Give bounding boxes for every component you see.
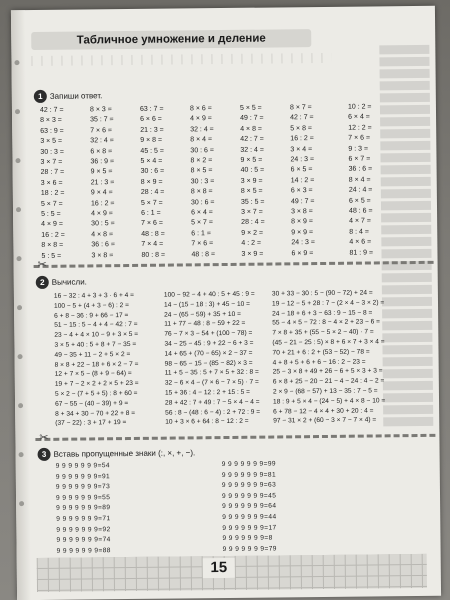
- task-1-item: 6 × 3 =: [290, 187, 313, 195]
- task-1-item: 3 × 9 =: [240, 177, 263, 185]
- task-2-expression: 32 − 6 × 4 − (7 × 6 − 7 × 5) · 7 =: [164, 378, 259, 387]
- task-2-expression: 6 + 78 − 12 − 4 × 4 + 30 + 20 : 4 =: [273, 407, 374, 416]
- task-3-equation: 9 9 9 9 9 9 9=64: [222, 502, 277, 511]
- task-2-expression: 98 − 65 − 15 − (85 − 82) × 3 =: [164, 359, 253, 368]
- task-1-item: 8 × 4 =: [348, 176, 371, 184]
- task-1-item: 8 × 8 =: [41, 241, 64, 250]
- task-2-expression: 67 − 55 − (40 − 39) + 9 =: [55, 399, 129, 408]
- task-1-column: [40, 106, 65, 262]
- task-1-item: 49 : 7 =: [290, 197, 315, 205]
- task-1-item: 8 × 6 =: [189, 105, 212, 113]
- task-1-item: 30 : 6 =: [140, 168, 165, 176]
- task-1-title: Запиши ответ.: [49, 91, 103, 101]
- task-1-item: 5 × 7 =: [40, 200, 63, 208]
- task-1-item: 36 : 6 =: [348, 165, 373, 174]
- task-1-item: 24 : 3 =: [290, 156, 315, 164]
- task-1-item: 7 × 6 =: [141, 220, 163, 228]
- task-1-item: 63 : 7 =: [139, 105, 164, 113]
- task-1-item: 9 × 5 =: [90, 168, 113, 176]
- scissors-icon: ✂: [39, 431, 49, 444]
- task-2-expression: 100 − 5 + (4 + 3 − 6) : 2 =: [53, 301, 130, 310]
- task-1-item: 16 : 2 =: [290, 135, 314, 143]
- task-3-equation: 9 9 9 9 9 9 9=91: [55, 472, 111, 481]
- task-1-column: [348, 102, 373, 258]
- scissors-icon: ✂: [37, 258, 47, 271]
- task-3-equation: 9 9 9 9 9 9 9=44: [222, 513, 277, 522]
- task-1-item: 3 × 5 =: [40, 137, 63, 146]
- task-1-item: 9 × 9 =: [291, 228, 314, 237]
- task-1-item: 9 × 4 =: [90, 189, 113, 197]
- task-1-item: 8 × 9 =: [291, 218, 313, 226]
- task-1-item: 3 × 8 =: [291, 208, 313, 216]
- task-3-equation: 9 9 9 9 9 9 9=63: [221, 481, 277, 490]
- task-2-expression: 15 + 36 : 4 − 12 : 2 + 15 : 5 =: [164, 388, 251, 397]
- task-1-item: 4 × 8 =: [240, 125, 263, 133]
- task-1-item: 6 × 8 =: [90, 147, 113, 156]
- task-1-item: 16 : 2 =: [90, 199, 115, 208]
- task-2-expression: 76 − 7 × 3 − 54 + (100 − 78) =: [164, 329, 253, 338]
- task-1-item: 30 : 6 =: [190, 198, 215, 207]
- task-2-expression: 30 + 33 − 30 : 5 − (90 − 72) + 24 =: [271, 289, 373, 298]
- task-1-item: 9 : 3 =: [348, 145, 369, 153]
- task-2-expression: 16 − 32 : 4 + 3 + 3 · 6 + 4 =: [53, 291, 135, 300]
- task-1-badge: 1: [34, 90, 47, 103]
- task-2-expression: 34 − 25 − 45 : 9 + 22 − 6 + 3 =: [164, 339, 254, 348]
- task-2-expression: 4 + 8 + 5 + 6 + 6 − 16 : 2 − 23 =: [272, 358, 366, 367]
- cut-line-1: [34, 261, 434, 268]
- task-2-column: [54, 291, 139, 429]
- task-2-column: [272, 288, 386, 426]
- task-3-title: Вставь пропущенные знаки (:, ×, +, −).: [53, 448, 196, 459]
- task-1-item: 8 × 8 =: [190, 188, 213, 196]
- task-1-item: 3 × 4 =: [290, 145, 313, 153]
- task-1-item: 80 : 8 =: [141, 251, 166, 259]
- task-2-expression: 11 + 77 − 48 : 8 − 59 + 22 =: [164, 320, 246, 329]
- task-1-item: 6 × 6 =: [140, 116, 162, 124]
- task-2-expression: (37 − 22) : 3 + 17 + 19 =: [55, 419, 127, 428]
- task-3-equation: 9 9 9 9 9 9 9=71: [56, 515, 111, 523]
- task-1-item: 35 : 5 =: [240, 198, 265, 206]
- cut-line-2: [35, 434, 435, 441]
- task-1-item: 8 : 4 =: [349, 228, 369, 236]
- task-1-item: 7 × 4 =: [141, 240, 164, 249]
- task-1-item: 4 × 8 =: [91, 231, 114, 239]
- task-1-item: 4 × 7 =: [349, 217, 371, 226]
- task-1-item: 5 × 8 =: [290, 124, 313, 133]
- task-1-item: 36 : 6 =: [91, 241, 115, 249]
- task-2-expression: 97 − 31 × 2 + (60 − 3 × 7 − 7 × 4) =: [273, 416, 377, 425]
- task-2-expression: 70 + 21 + 6 : 2 + (53 − 52) − 78 =: [272, 348, 370, 357]
- task-3-equation: 9 9 9 9 9 9 9=45: [221, 492, 277, 500]
- task-1-item: 6 × 7 =: [348, 155, 371, 163]
- task-1-column: [240, 104, 265, 260]
- task-1-item: 6 × 5 =: [348, 197, 371, 205]
- task-1-item: 18 : 2 =: [40, 189, 65, 198]
- task-1-item: 8 × 4 =: [190, 136, 213, 144]
- task-1-item: 21 : 3 =: [140, 126, 164, 134]
- task-1-item: 4 × 6 =: [349, 238, 372, 246]
- task-2-expression: 2 × 9 − (68 − 57) + 13 − 35 : 7 − 5 =: [272, 387, 378, 396]
- task-2-expression: 51 − 15 : 5 − 4 + 4 − 42 : 7 =: [54, 321, 138, 330]
- task-2-expression: 23 − 4 + 4 × 10 − 9 + 3 × 5 =: [54, 331, 139, 339]
- task-1-item: 28 : 4 =: [140, 188, 165, 197]
- task-1-item: 3 × 7 =: [40, 158, 63, 166]
- task-1-item: 6 × 9 =: [291, 249, 314, 257]
- task-2-expression: 6 + 8 − 36 : 9 + 66 − 17 =: [54, 311, 129, 320]
- task-1-item: 42 : 7 =: [290, 114, 314, 122]
- task-1-item: 4 : 2 =: [241, 239, 262, 248]
- task-2-expression: 55 − 4 × 5 − 72 : 8 − 4 × 2 + 23 − 6 =: [272, 318, 381, 327]
- task-1-item: 32 : 4 =: [90, 137, 114, 145]
- task-2-expression: 12 + 7 × 5 − (8 + 9 − 64) =: [54, 370, 132, 379]
- task-1-column: [90, 105, 115, 261]
- task-1-item: 63 : 9 =: [40, 127, 64, 135]
- task-1-item: 32 : 4 =: [240, 146, 264, 154]
- task-1-item: 49 : 7 =: [240, 115, 264, 123]
- task-2-expression: 8 × 8 + 22 − 18 + 6 × 2 − 7 =: [54, 360, 139, 369]
- task-1-item: 30 : 5 =: [91, 220, 115, 228]
- task-1-item: 36 : 9 =: [90, 158, 115, 166]
- task-1-item: 48 : 6 =: [349, 207, 373, 215]
- task-1-item: 35 : 7 =: [90, 116, 114, 124]
- page-title: Табличное умножение и деление: [31, 29, 311, 50]
- task-1-item: 8 × 5 =: [240, 187, 263, 196]
- task-2-expression: 18 : 9 + 5 × 4 − (24 − 5) + 4 × 8 − 10 =: [273, 397, 386, 406]
- task-2-expression: 56 : 8 − (48 : 6 − 4) : 2 + 72 : 9 =: [165, 408, 261, 417]
- task-1-item: 30 : 3 =: [40, 148, 64, 156]
- task-1-item: 48 : 8 =: [141, 230, 165, 238]
- page-number: 15: [203, 558, 235, 578]
- task-1-item: 8 × 3 =: [40, 117, 62, 125]
- task-3-badge: 3: [38, 448, 51, 461]
- task-2-expression: 19 + 7 − 2 × 2 + 2 × 5 + 23 =: [54, 380, 139, 388]
- task-2-expression: 3 × 5 + 40 : 5 + 8 + 7 − 35 =: [54, 340, 137, 349]
- task-1-item: 48 : 8 =: [191, 250, 216, 259]
- task-1-item: 16 : 2 =: [41, 231, 65, 239]
- task-1-item: 12 : 2 =: [348, 124, 372, 132]
- task-1-item: 4 × 9 =: [190, 115, 212, 123]
- workbook-page: [11, 6, 441, 600]
- task-1-item: 42 : 7 =: [240, 135, 264, 144]
- task-1-item: 40 : 5 =: [240, 167, 265, 175]
- task-3-equation: 9 9 9 9 9 9 9=17: [222, 524, 277, 532]
- task-1-item: 5 : 5 =: [41, 210, 61, 218]
- task-3-equation: 9 9 9 9 9 9 9=88: [56, 546, 111, 555]
- task-2-expression: 5 × 2 − (7 + 5 + 5) : 8 + 60 =: [54, 389, 138, 398]
- task-1-item: 7 × 6 =: [191, 240, 214, 248]
- task-1-item: 6 : 1 =: [191, 230, 211, 238]
- show-through-text: [379, 42, 440, 513]
- task-2-expression: 14 + 65 + (70 − 65) × 2 − 37 =: [164, 349, 253, 358]
- task-3-equation: 9 9 9 9 9 9 9=92: [56, 525, 111, 534]
- task-1-item: 5 : 5 =: [41, 252, 62, 260]
- task-1-item: 5 × 5 =: [239, 104, 262, 112]
- task-3-equation: 9 9 9 9 9 9 9=8: [222, 534, 273, 543]
- task-3-equation: 9 9 9 9 9 9 9=79: [222, 545, 277, 553]
- task-1-item: 3 × 9 =: [241, 250, 264, 258]
- task-1-item: 45 : 5 =: [140, 147, 164, 155]
- task-2-expression: 19 − 12 − 5 + 28 : 7 − (2 × 4 − 3 × 2) =: [271, 299, 385, 308]
- task-1-item: 24 : 3 =: [291, 239, 315, 247]
- task-2-expression: 24 − (65 − 59) + 35 + 10 =: [164, 310, 241, 319]
- task-1-item: 6 × 4 =: [191, 209, 213, 217]
- task-2-expression: 49 − 35 + 11 − 2 + 5 × 2 =: [54, 350, 131, 359]
- task-2-expression: 100 − 92 − 4 + 40 : 5 + 45 : 9 =: [163, 290, 255, 299]
- task-3-equation: 9 9 9 9 9 9 9=73: [55, 483, 111, 491]
- task-1-item: 8 × 3 =: [89, 106, 112, 114]
- task-2-expression: 25 − 3 × 8 + 49 + 26 − 6 + 5 × 3 + 3 =: [272, 367, 383, 376]
- task-1-item: 30 : 6 =: [190, 146, 214, 154]
- task-1-item: 10 : 2 =: [347, 103, 372, 111]
- task-1-item: 4 × 9 =: [91, 210, 113, 218]
- task-3-equation: 9 9 9 9 9 9 9=81: [221, 471, 277, 479]
- task-1-item: 6 × 4 =: [348, 113, 370, 122]
- task-1-item: 30 : 3 =: [190, 177, 215, 186]
- task-2-title: Вычисли.: [51, 277, 87, 287]
- task-2-badge: 2: [36, 276, 49, 289]
- task-1-column: [290, 103, 315, 259]
- task-1-item: 9 × 8 =: [140, 136, 163, 145]
- task-1-item: 5 × 7 =: [140, 199, 163, 207]
- task-2-expression: 24 − 18 + 6 + 3 − 63 : 9 − 15 − 8 =: [272, 309, 373, 318]
- task-1-column: [140, 105, 165, 261]
- task-2-column: [164, 290, 260, 428]
- task-3-equation: 9 9 9 9 9 9 9=89: [56, 504, 111, 513]
- task-2-expression: 8 + 34 + 30 − 70 + 22 + 8 =: [55, 409, 136, 418]
- task-3-equation: 9 9 9 9 9 9 9=74: [56, 536, 111, 544]
- task-2-expression: 6 × 8 + 25 − 20 − 21 − 4 − 24 : 4 − 2 =: [272, 377, 385, 386]
- task-1-item: 7 × 6 =: [90, 126, 113, 135]
- task-2-expression: 11 + 5 − 35 : 5 + 7 × 5 + 32 : 8 =: [164, 369, 259, 378]
- task-1-item: 14 : 2 =: [290, 176, 315, 185]
- task-1-item: 8 × 9 =: [140, 178, 163, 186]
- task-1-item: 7 × 6 =: [348, 134, 371, 142]
- task-3-equation: 9 9 9 9 9 9 9=99: [221, 460, 276, 469]
- task-1-item: 32 : 4 =: [190, 125, 214, 134]
- task-1-item: 28 : 7 =: [40, 169, 65, 177]
- task-1-item: 6 : 1 =: [141, 209, 161, 217]
- task-1-item: 42 : 7 =: [39, 106, 64, 114]
- header-grid-strip: [31, 53, 331, 66]
- task-1-item: 3 × 6 =: [40, 179, 63, 187]
- task-3-equation: 9 9 9 9 9 9 9=54: [55, 462, 110, 470]
- task-1-item: 3 × 8 =: [91, 251, 114, 260]
- task-2-expression: 28 + 42 : 7 + 49 : 7 − 5 × 4 − 4 =: [165, 398, 260, 407]
- task-1-item: 24 : 4 =: [348, 186, 373, 194]
- task-1-item: 9 × 2 =: [241, 229, 264, 237]
- task-2-expression: 7 × 8 + 35 + (55 − 5 × 2 − 40) · 7 =: [272, 328, 374, 337]
- task-1-item: 21 : 3 =: [90, 179, 115, 187]
- task-2-expression: (45 − 21 − 25 : 5) × 8 + 6 × 7 + 3 × 4 =: [272, 338, 385, 347]
- task-1-item: 5 × 4 =: [140, 157, 163, 165]
- task-1-item: 6 × 5 =: [290, 166, 313, 174]
- task-1-item: 4 × 9 =: [41, 221, 64, 229]
- task-1-item: 81 : 9 =: [349, 249, 374, 257]
- task-1-item: 8 × 7 =: [289, 104, 312, 112]
- task-1-item: 8 × 5 =: [190, 167, 213, 175]
- task-1-item: 8 × 2 =: [190, 157, 213, 165]
- task-3-equation: 9 9 9 9 9 9 9=55: [55, 494, 111, 502]
- task-2-expression: 10 + 3 × 6 + 64 : 8 − 12 : 2 =: [165, 418, 249, 427]
- task-1-item: 3 × 7 =: [241, 208, 263, 216]
- task-2-expression: 14 − (15 − 18 : 3) + 45 − 10 =: [163, 300, 251, 309]
- task-1-item: 9 × 5 =: [240, 156, 263, 164]
- task-1-column: [190, 104, 215, 260]
- task-1-item: 28 : 4 =: [241, 219, 265, 227]
- task-1-item: 5 × 7 =: [191, 219, 213, 227]
